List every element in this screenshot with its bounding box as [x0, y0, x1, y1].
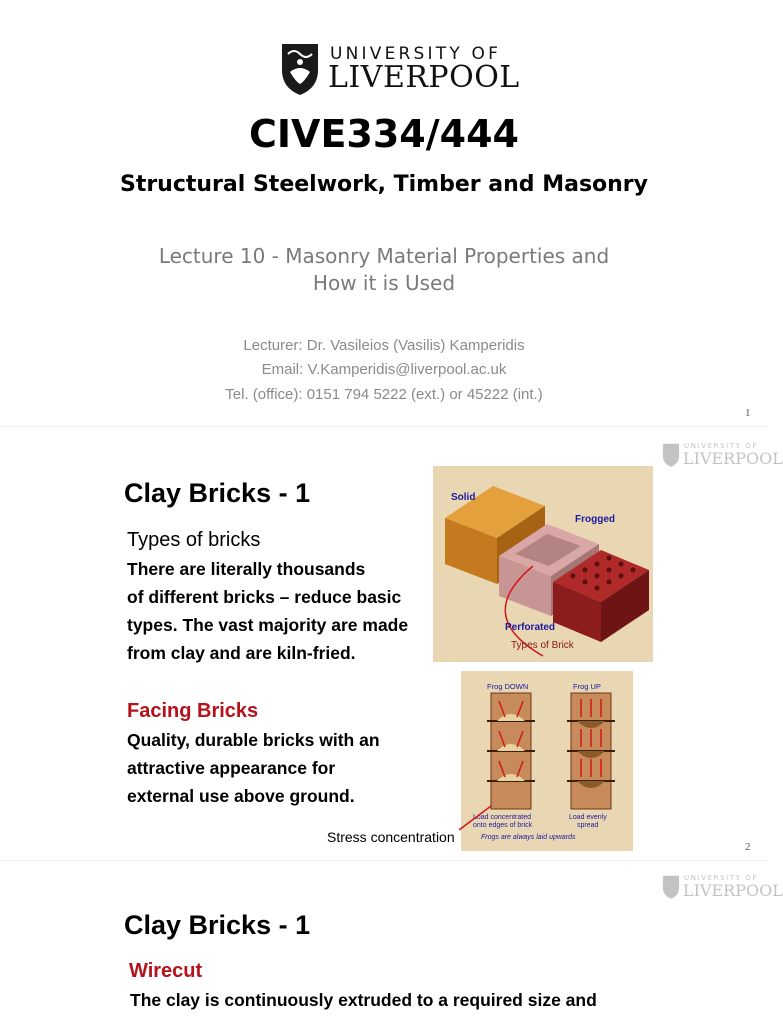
facing-line: attractive appearance for: [127, 758, 336, 778]
lecturer-email: Email: V.Kamperidis@liverpool.ac.uk: [261, 361, 507, 378]
facing-heading: Facing Bricks: [127, 700, 259, 722]
watermark-liverpool: LIVERPOOL: [683, 881, 783, 900]
label-load-evenly: Load evenly: [569, 814, 607, 821]
course-code: CIVE334/444: [249, 112, 519, 156]
brick-types-image: [433, 466, 653, 662]
slide-title: Clay Bricks - 1: [124, 910, 311, 940]
lecture-title-line1: Lecture 10 - Masonry Material Properties and: [158, 244, 610, 268]
crest-icon: [662, 442, 680, 468]
label-spread: spread: [577, 822, 599, 829]
watermark-university-of: UNIVERSITY OF: [684, 874, 759, 882]
types-line: of different bricks – reduce basic: [127, 587, 402, 607]
facing-line: Quality, durable bricks with an: [127, 730, 380, 750]
crest-icon: [280, 42, 320, 96]
label-perforated: Perforated: [505, 622, 556, 633]
stress-arrow: [455, 800, 495, 836]
wirecut-heading: Wirecut: [129, 960, 203, 982]
wirecut-text: The clay is continuously extruded to a required size and: [130, 990, 597, 1010]
label-types-of-brick: Types of Brick: [511, 640, 574, 651]
types-text: [127, 555, 408, 667]
course-subject: Structural Steelwork, Timber and Masonry: [119, 172, 649, 197]
types-line: types. The vast majority are made: [127, 615, 409, 635]
watermark-liverpool: LIVERPOOL: [683, 449, 783, 468]
watermark-logo: [660, 440, 783, 474]
slide-divider: [0, 426, 768, 427]
lecture-title-line2: How it is Used: [312, 271, 456, 295]
types-line: There are literally thousands: [127, 559, 366, 579]
stress-label: Stress concentration: [327, 829, 455, 845]
label-frog-down: Frog DOWN: [487, 682, 529, 691]
label-frogged: Frogged: [575, 514, 615, 525]
university-logo: [280, 40, 520, 96]
label-frog-up: Frog UP: [573, 682, 601, 691]
lecture-title: [120, 243, 648, 297]
watermark-logo: [660, 872, 783, 906]
watermark-university-of: UNIVERSITY OF: [684, 442, 759, 450]
logo-university-of: UNIVERSITY OF: [330, 44, 502, 64]
label-solid: Solid: [451, 492, 476, 503]
types-line: from clay and are kiln-fried.: [127, 643, 356, 663]
crest-icon: [662, 874, 680, 900]
lecturer-phone: Tel. (office): 0151 794 5222 (ext.) or 45222 (int.): [225, 386, 543, 403]
lecturer-name: Lecturer: Dr. Vasileios (Vasilis) Kamperidis: [243, 337, 525, 354]
types-heading: Types of bricks: [127, 529, 261, 551]
label-load-concentrated: Load concentrated: [473, 814, 531, 821]
facing-line: external use above ground.: [127, 786, 355, 806]
page-number: 1: [745, 407, 751, 419]
logo-liverpool: LIVERPOOL: [328, 60, 520, 95]
label-onto-edges: onto edges of brick: [473, 822, 533, 829]
facing-text: [127, 726, 380, 810]
label-frogs-note: Frogs are always laid upwards: [481, 834, 576, 841]
slide-divider: [0, 860, 768, 861]
slide-title: Clay Bricks - 1: [124, 478, 311, 508]
page-number: 2: [745, 841, 751, 853]
